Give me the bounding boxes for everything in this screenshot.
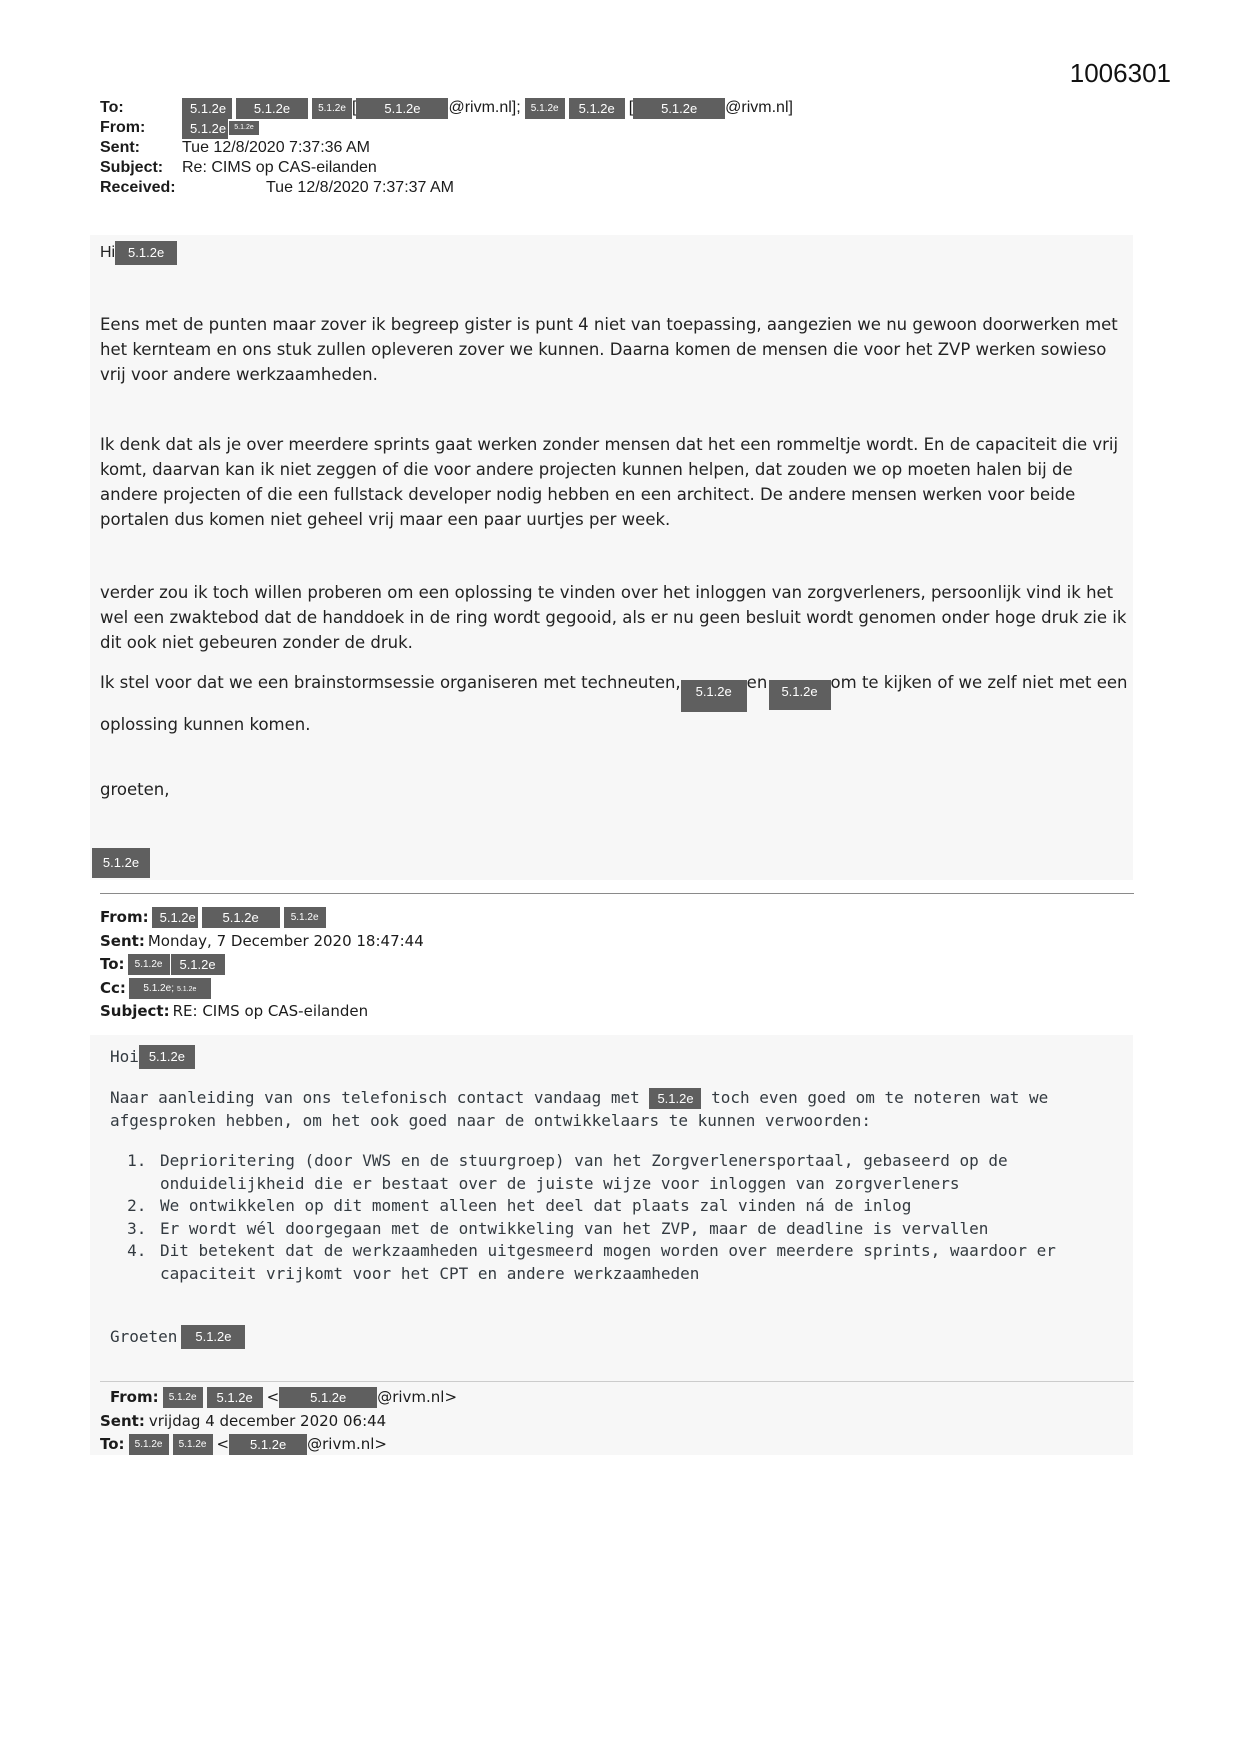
greeting-text: Hi (100, 244, 116, 261)
paragraph-3: verder zou ik toch willen proberen om een oplossing te vinden over het inloggen van zorgverleners, persoonlijk vind ik het wel een zwaktebod dat de handdoek in de ring wordt gegooid, als er nu geen besluit wordt genomen onder hoge druk zie ik dit ook niet gebeuren zonder de druk. (100, 583, 1127, 652)
redaction-box: 5.1.2e (128, 954, 170, 975)
reply2-from-value (163, 1386, 457, 1410)
reply1-subject-row (100, 1000, 424, 1024)
reply2-to-label: To: (100, 1435, 125, 1453)
email-header (100, 98, 793, 198)
redaction-box: 5.1.2e (284, 907, 326, 928)
reply1-cc-label: Cc: (100, 978, 126, 997)
paragraph-2: Ik denk dat als je over meerdere sprints gaat werken zonder mensen dat het een rommeltje wordt. En de capaciteit die vrij komt, daarvan kan ik niet zeggen of die voor andere projecten kunnen helpen, dat zouden we op moeten halen bij de andere projecten of die een fullstack developer nodig hebben en een architect. De andere mensen werken voor beide portalen dus komen niet geheel vrij maar een paar uurtjes per week. (100, 435, 1119, 529)
reply1-header (100, 906, 424, 1024)
reply1-to-value (128, 954, 225, 975)
reply1-sent-value: Monday, 7 December 2020 18:47:44 (147, 931, 424, 950)
reply1-from-label: From: (100, 908, 149, 926)
redaction-box: 5.1.2e (236, 98, 308, 119)
redaction-box: 5.1.2e (279, 1387, 377, 1408)
received-value: Tue 12/8/2020 7:37:37 AM (266, 179, 454, 196)
reply1-subject-label: Subject: (100, 1002, 170, 1020)
to-label: To: (100, 99, 124, 116)
reply2-to-row (100, 1433, 457, 1457)
bracket-text: [ (628, 99, 634, 116)
redaction-box: 5.1.2e (182, 98, 232, 119)
redaction-box: 5.1.2e (181, 1325, 245, 1349)
reply1-subject-value: RE: CIMS op CAS-eilanden (172, 1002, 369, 1020)
divider-line (100, 893, 1134, 894)
reply1-to-label: To: (100, 955, 125, 973)
to-row (100, 98, 793, 118)
redaction-box: 5.1.2e (173, 1434, 213, 1455)
redaction-box: 5.1.2e (649, 1088, 701, 1109)
angle-bracket: < (266, 1388, 280, 1406)
redaction-box: 5.1.2e (129, 1434, 169, 1455)
reply2-from-label: From: (110, 1388, 159, 1406)
redaction-box: 5.1.2e (681, 680, 747, 712)
reply2-sent-label: Sent: (100, 1411, 145, 1430)
subject-row (100, 158, 793, 178)
reply1-sent-row (100, 930, 424, 954)
redaction-box: 5.1.2e (569, 98, 625, 119)
reply1-cc-value (129, 978, 211, 999)
email-suffix: @rivm.nl> (377, 1388, 458, 1406)
redaction-box: 5.1.2e (229, 1434, 307, 1455)
list-item: 4. Dit betekent dat de werkzaamheden uitgesmeerd mogen worden over meerdere sprints, waardoor er capaciteit vrijkomt voor het CPT en andere werkzaamheden (156, 1240, 1130, 1285)
reply2-header (100, 1386, 457, 1457)
bracket-text: [ (352, 99, 357, 116)
redaction-box: 5.1.2e (115, 241, 177, 265)
redaction-box: 5.1.2e (152, 907, 198, 928)
redaction-box: 5.1.2e (139, 1045, 195, 1069)
reply2-sent-row (100, 1410, 457, 1434)
reply1-from-row (100, 906, 424, 930)
redaction-box: 5.1.2e (356, 98, 448, 119)
email-suffix: @rivm.nl> (307, 1435, 387, 1453)
reply1-cc-row (100, 977, 424, 1001)
email-domain: @rivm.nl] (725, 99, 793, 116)
redaction-box: 5.1.2e (525, 98, 565, 119)
reply2-to-value (129, 1433, 387, 1457)
from-row (100, 118, 793, 138)
subject-value: Re: CIMS op CAS-eilanden (182, 159, 377, 176)
list-item: 1. Deprioritering (door VWS en de stuurgroep) van het Zorgverlenersportaal, gebaseerd op de onduidelijkheid die er bestaat over de juiste wijze voor inloggen van zorgverleners (156, 1150, 1130, 1195)
sent-label: Sent: (100, 139, 140, 156)
reply1-to-row (100, 953, 424, 977)
paragraph-4 (100, 670, 1135, 737)
reply1-greeting-line (110, 1045, 1130, 1069)
signature (92, 848, 150, 878)
reply2-sent-value: vrijdag 4 december 2020 06:44 (148, 1411, 387, 1430)
angle-bracket: < (216, 1435, 230, 1453)
agreements-list (110, 1150, 1130, 1285)
sent-row (100, 138, 793, 158)
closing-text: groeten, (100, 780, 170, 799)
paragraph-4-start: Ik stel voor dat we een brainstormsessie organiseren met techneuten, (100, 673, 681, 692)
reply1-greeting: Hoi (110, 1046, 139, 1066)
reply1-intro-end: toch even goed om te noteren wat we afgesproken hebben, om het ook goed naar de ontwikkelaars te kunnen verwoorden: (110, 1088, 1049, 1130)
reply1-closing-line (110, 1325, 1130, 1349)
divider-line (100, 1381, 1134, 1382)
redaction-box: 5.1.2e (171, 954, 225, 975)
redaction-box: 5.1.2e (163, 1387, 203, 1408)
from-label: From: (100, 119, 146, 136)
redaction-box: 5.1.2e (202, 907, 280, 928)
cc-separator: ; (171, 982, 174, 994)
paragraph-4-and: en (746, 673, 768, 692)
reply1-from-value (152, 907, 326, 928)
redaction-box: 5.1.2e (207, 1387, 263, 1408)
reply1-body (110, 1045, 1130, 1349)
list-item: 3. Er wordt wél doorgegaan met de ontwikkeling van het ZVP, maar de deadline is vervallen (156, 1218, 1130, 1241)
redaction-box (129, 978, 211, 999)
received-label: Received: (100, 179, 176, 196)
paragraph-4-end: om te kijken of we zelf niet met een oplossing kunnen komen. (100, 673, 1128, 734)
sent-value: Tue 12/8/2020 7:37:36 AM (182, 139, 370, 156)
paragraph-1: Eens met de punten maar zover ik begreep gister is punt 4 niet van toepassing, aangezien we nu gewoon doorwerken met het kernteam en ons stuk zullen opleveren zover we kunnen. Daarna komen de mensen die voor het ZVP werken sowieso vrij voor andere werkzaamheden. (100, 315, 1118, 384)
redaction-text: 5.1.2e (176, 985, 197, 993)
redaction-text: 5.1.2e (143, 982, 172, 994)
reply2-from-row (100, 1386, 457, 1410)
redaction-box: 5.1.2e (229, 121, 259, 135)
redaction-box: 5.1.2e (633, 98, 725, 119)
list-item: 2. We ontwikkelen op dit moment alleen het deel dat plaats zal vinden ná de inlog (156, 1195, 1130, 1218)
received-row (100, 178, 793, 198)
redaction-box: 5.1.2e (312, 98, 352, 119)
reply1-sent-label: Sent: (100, 931, 145, 950)
redaction-box: 5.1.2e (92, 848, 150, 878)
from-sender (182, 118, 259, 139)
reply1-intro-start: Naar aanleiding van ons telefonisch contact vandaag met (110, 1088, 640, 1107)
reply1-intro (110, 1087, 1130, 1132)
greeting-line (100, 240, 177, 265)
document-number: 1006301 (1069, 58, 1171, 88)
redaction-box: 5.1.2e (182, 118, 228, 139)
subject-label: Subject: (100, 159, 164, 176)
to-recipients (182, 98, 793, 119)
redaction-box: 5.1.2e (769, 680, 831, 710)
reply1-closing: Groeten (110, 1326, 178, 1346)
email-domain: @rivm.nl]; (448, 99, 521, 116)
